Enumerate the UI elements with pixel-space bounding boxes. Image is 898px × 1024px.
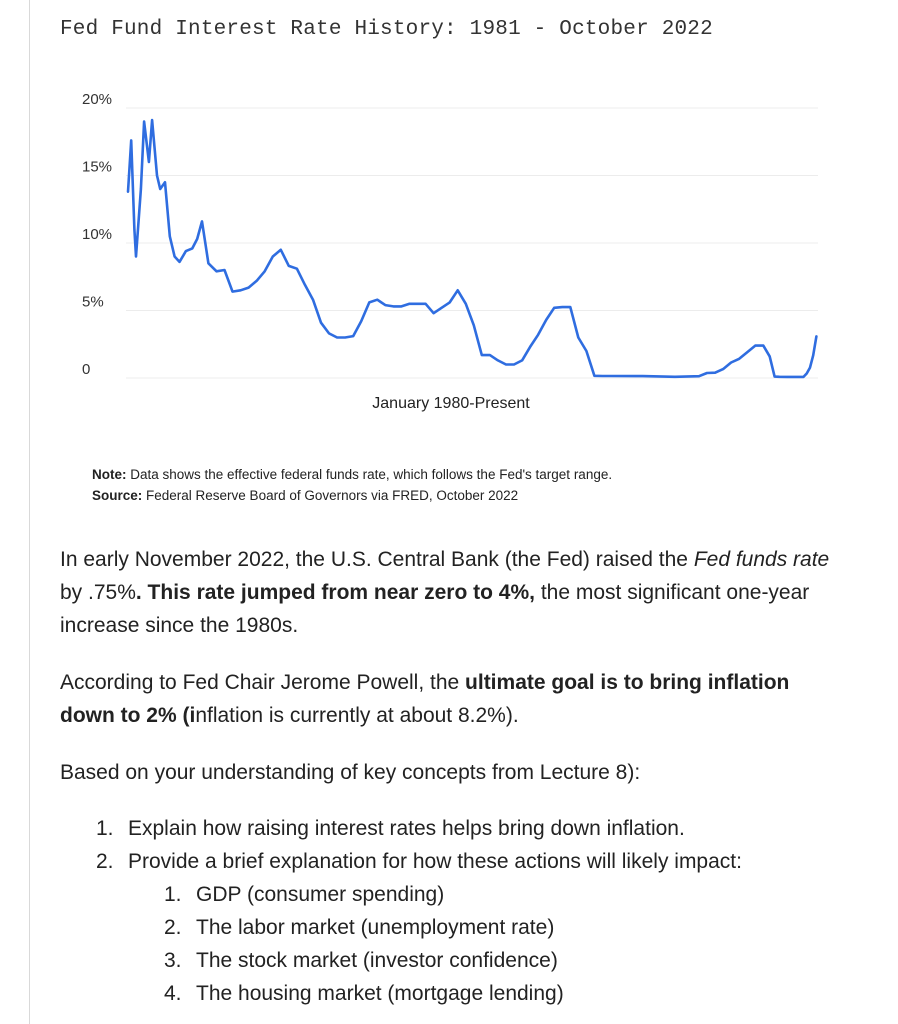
list-number: 3. xyxy=(164,949,182,972)
list-item xyxy=(164,911,742,944)
p1-text-c: the most significant one-year increase since the 1980s. xyxy=(60,581,810,637)
list-item xyxy=(164,878,742,911)
p1-bold-rate-jump: . This rate jumped from near zero to 4%, xyxy=(135,581,535,604)
paragraph-powell-goal xyxy=(60,666,840,732)
source-text: Federal Reserve Board of Governors via FRED, October 2022 xyxy=(142,488,519,503)
paragraph-prompt: Based on your understanding of key concepts from Lecture 8): xyxy=(60,761,641,784)
chart-gridlines xyxy=(126,108,818,378)
note-text: Data shows the effective federal funds rate, which follows the Fed's target range. xyxy=(126,467,613,482)
y-tick-label: 5% xyxy=(82,293,104,311)
y-tick-label: 0 xyxy=(82,361,91,378)
source-line xyxy=(92,485,612,506)
p2-text-b: nflation is currently at about 8.2%). xyxy=(195,704,519,727)
chart-x-axis-label: January 1980-Present xyxy=(372,395,530,412)
note-line xyxy=(92,464,612,485)
p2-text-a: According to Fed Chair Jerome Powell, the xyxy=(60,671,466,694)
p1-text-a: In early November 2022, the U.S. Central Bank (the Fed) raised the xyxy=(60,548,694,571)
list-item xyxy=(164,944,742,977)
chart-note xyxy=(92,464,612,506)
p1-text-b: by .75% xyxy=(60,581,136,604)
question-text: Explain how raising interest rates helps bring down inflation. xyxy=(128,817,685,840)
list-number: 2. xyxy=(96,850,114,873)
sub-question-list xyxy=(164,878,742,1010)
y-tick-label: 20% xyxy=(82,91,113,108)
note-label: Note: xyxy=(92,467,127,482)
source-label: Source: xyxy=(92,488,143,503)
chart-y-tick-labels xyxy=(82,91,112,378)
y-tick-label: 15% xyxy=(82,158,113,176)
chart-title: Fed Fund Interest Rate History: 1981 - October 2022 xyxy=(60,18,713,41)
p2-bold-goal: ultimate goal is to bring inflation down to 2% (i xyxy=(60,671,790,727)
list-number: 1. xyxy=(96,817,114,840)
question-text: Provide a brief explanation for how these actions will likely impact: xyxy=(128,850,742,873)
p1-italic-fed-funds: Fed funds rate xyxy=(693,548,830,571)
list-number: 4. xyxy=(164,982,182,1005)
list-number: 2. xyxy=(164,916,182,939)
paragraph-rate-increase xyxy=(60,543,840,642)
fed-funds-rate-line xyxy=(128,120,816,377)
fed-funds-line-chart xyxy=(60,80,840,420)
question-list xyxy=(96,812,742,1010)
left-border-rule xyxy=(29,0,30,1024)
list-number: 1. xyxy=(164,883,182,906)
list-item xyxy=(164,977,742,1010)
list-item xyxy=(96,845,742,878)
sub-question-text: The stock market (investor confidence) xyxy=(196,949,558,972)
sub-question-text: GDP (consumer spending) xyxy=(196,883,445,906)
sub-question-text: The labor market (unemployment rate) xyxy=(196,916,555,939)
sub-question-text: The housing market (mortgage lending) xyxy=(196,982,564,1005)
list-item xyxy=(96,812,742,845)
y-tick-label: 10% xyxy=(82,226,113,243)
